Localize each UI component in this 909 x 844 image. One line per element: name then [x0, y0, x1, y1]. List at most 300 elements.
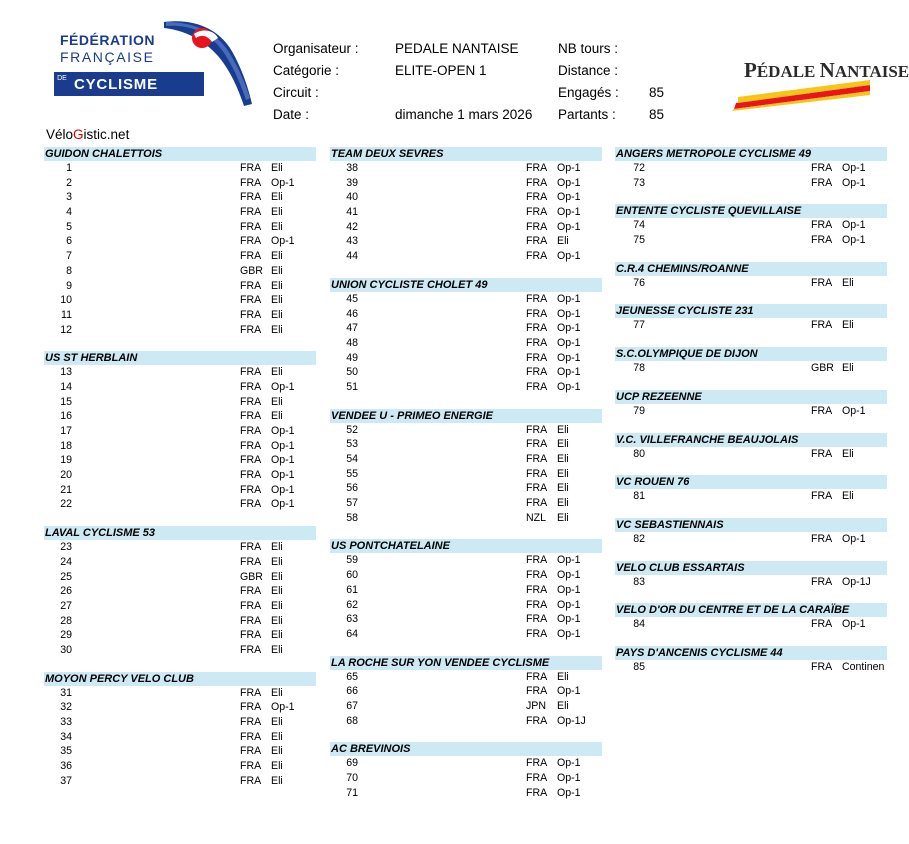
rider-category: Eli — [557, 423, 569, 436]
rider-category: Op-1 — [271, 235, 295, 248]
team-block — [615, 518, 887, 547]
rider-nationality: FRA — [811, 319, 833, 332]
rider-nationality: FRA — [526, 554, 548, 567]
rider-row — [330, 220, 602, 235]
column-3 — [615, 147, 887, 675]
rider-number: 63 — [346, 613, 358, 626]
rider-category: Eli — [557, 438, 569, 451]
rider-category: Eli — [557, 699, 569, 712]
rider-row — [330, 249, 602, 264]
rider-category: Op-1 — [271, 439, 295, 452]
rider-category: Op-1 — [557, 162, 581, 174]
rider-category: Eli — [271, 643, 283, 656]
rider-number: 10 — [60, 294, 72, 307]
team-name: GUIDON CHALETTOIS — [44, 147, 316, 161]
rider-number: 4 — [66, 206, 72, 219]
rider-number: 9 — [66, 279, 72, 292]
rider-category: Op-1 — [271, 380, 295, 393]
rider-number: 71 — [346, 786, 358, 799]
categorie-value: ELITE-OPEN 1 — [395, 63, 487, 78]
rider-nationality: FRA — [526, 598, 548, 611]
rider-number: 57 — [346, 497, 358, 510]
rider-nationality: FRA — [526, 176, 548, 189]
team-block — [330, 278, 602, 395]
rider-category: Op-1 — [271, 176, 295, 189]
rider-category: Op-1 — [557, 613, 581, 626]
rider-row — [615, 361, 887, 376]
rider-number: 51 — [346, 380, 358, 393]
rider-category: Eli — [271, 760, 283, 773]
rider-row — [44, 774, 316, 789]
rider-row — [615, 176, 887, 191]
rider-number: 21 — [60, 483, 72, 496]
nb-tours-label: NB tours : — [558, 41, 619, 56]
rider-number: 7 — [66, 250, 72, 263]
rider-category: Eli — [271, 250, 283, 263]
rider-nationality: FRA — [526, 191, 548, 204]
rider-number: 49 — [346, 351, 358, 364]
rider-category: Eli — [271, 264, 283, 277]
rider-category: Op-1 — [557, 307, 581, 320]
rider-row — [330, 161, 602, 176]
rider-nationality: FRA — [240, 279, 262, 292]
rider-row — [44, 220, 316, 235]
rider-category: Op-1 — [271, 498, 295, 511]
rider-row — [44, 395, 316, 410]
rider-row — [615, 575, 887, 590]
team-block — [615, 603, 887, 632]
rider-category: Op-1 — [557, 191, 581, 204]
rider-number: 12 — [60, 323, 72, 336]
rider-number: 61 — [346, 583, 358, 596]
team-block — [615, 433, 887, 462]
team-name: UNION CYCLISTE CHOLET 49 — [330, 278, 602, 292]
rider-nationality: FRA — [811, 162, 833, 174]
rider-row — [330, 714, 602, 729]
column-1 — [44, 147, 316, 788]
rider-number: 54 — [346, 453, 358, 465]
rider-row — [44, 161, 316, 176]
rider-category: Eli — [271, 294, 283, 307]
rider-nationality: FRA — [526, 366, 548, 379]
rider-row — [615, 532, 887, 547]
rider-row — [44, 715, 316, 730]
rider-nationality: FRA — [240, 162, 262, 174]
team-block — [615, 646, 887, 675]
rider-category: Eli — [271, 570, 283, 583]
team-name: MOYON PERCY VELO CLUB — [44, 672, 316, 686]
rider-row — [330, 452, 602, 467]
team-block — [330, 742, 602, 800]
rider-number: 31 — [60, 686, 72, 699]
rider-nationality: FRA — [526, 627, 548, 640]
team-block — [330, 147, 602, 264]
rider-number: 23 — [60, 541, 72, 554]
rider-row — [44, 584, 316, 599]
rider-nationality: FRA — [240, 483, 262, 496]
team-block — [330, 409, 602, 526]
rider-row — [330, 511, 602, 526]
rider-nationality: FRA — [811, 176, 833, 189]
rider-category: Op-1 — [271, 454, 295, 467]
rider-category: Eli — [271, 162, 283, 174]
team-block — [615, 204, 887, 247]
rider-number: 27 — [60, 599, 72, 612]
rider-row — [330, 786, 602, 801]
engages-label: Engagés : — [558, 85, 619, 100]
rider-nationality: FRA — [526, 162, 548, 174]
rider-nationality: FRA — [526, 772, 548, 784]
rider-row — [44, 365, 316, 380]
rider-nationality: GBR — [240, 570, 263, 583]
rider-category: Eli — [271, 366, 283, 379]
rider-number: 2 — [66, 176, 72, 189]
rider-row — [330, 496, 602, 511]
rider-nationality: FRA — [240, 643, 262, 656]
rider-number: 45 — [346, 292, 358, 305]
rider-category: Eli — [271, 220, 283, 233]
rider-nationality: FRA — [240, 294, 262, 307]
rider-nationality: FRA — [526, 322, 548, 335]
rider-number: 69 — [346, 757, 358, 770]
rider-nationality: FRA — [526, 467, 548, 480]
rider-category: Eli — [842, 362, 854, 375]
engages-value: 85 — [649, 85, 665, 100]
rider-nationality: FRA — [526, 453, 548, 465]
rider-row — [615, 161, 887, 176]
rider-nationality: FRA — [240, 701, 262, 714]
rider-nationality: FRA — [240, 425, 262, 437]
rider-category: Eli — [842, 319, 854, 332]
rider-row — [330, 176, 602, 191]
team-block — [615, 390, 887, 419]
rider-nationality: FRA — [526, 351, 548, 364]
rider-number: 46 — [346, 307, 358, 320]
rider-category: Op-1 — [557, 583, 581, 596]
rider-row — [330, 365, 602, 380]
rider-nationality: FRA — [240, 599, 262, 612]
rider-number: 1 — [66, 162, 72, 174]
rider-row — [44, 686, 316, 701]
rider-number: 17 — [60, 425, 72, 437]
rider-number: 78 — [633, 362, 645, 375]
rider-row — [44, 453, 316, 468]
rider-category: Eli — [271, 279, 283, 292]
rider-nationality: FRA — [240, 366, 262, 379]
rider-row — [44, 744, 316, 759]
site-label-prefix: Vélo — [46, 127, 74, 142]
rider-number: 82 — [633, 532, 645, 545]
rider-nationality: FRA — [811, 532, 833, 545]
rider-number: 40 — [346, 191, 358, 204]
rider-nationality: FRA — [526, 714, 548, 727]
rider-row — [44, 759, 316, 774]
rider-row — [615, 660, 887, 675]
rider-category: Op-1 — [557, 322, 581, 335]
rider-nationality: FRA — [811, 660, 833, 673]
team-block — [615, 561, 887, 590]
rider-row — [44, 540, 316, 555]
rider-row — [44, 497, 316, 512]
column-2 — [330, 147, 602, 800]
rider-row — [44, 468, 316, 483]
rider-category: Op-1 — [557, 250, 581, 263]
rider-number: 28 — [60, 614, 72, 627]
rider-nationality: FRA — [240, 745, 262, 758]
rider-row — [330, 553, 602, 568]
rider-category: Op-1 — [842, 219, 866, 232]
rider-nationality: FRA — [811, 575, 833, 588]
rider-category: Eli — [271, 614, 283, 627]
rider-category: Eli — [557, 482, 569, 495]
rider-category: Op-1 — [557, 351, 581, 364]
rider-category: Op-1 — [271, 469, 295, 482]
rider-number: 66 — [346, 685, 358, 698]
rider-row — [44, 599, 316, 614]
rider-category: Op-1 — [842, 404, 866, 417]
rider-number: 81 — [633, 490, 645, 503]
rider-category: Eli — [271, 730, 283, 743]
rider-number: 26 — [60, 585, 72, 598]
rider-row — [330, 583, 602, 598]
rider-nationality: FRA — [240, 730, 262, 743]
rider-number: 43 — [346, 235, 358, 248]
rider-row — [44, 293, 316, 308]
rider-category: Op-1J — [557, 714, 586, 727]
rider-number: 84 — [633, 618, 645, 631]
rider-category: Op-1 — [842, 162, 866, 174]
partants-value: 85 — [649, 107, 665, 122]
rider-nationality: FRA — [526, 569, 548, 582]
team-name: US ST HERBLAIN — [44, 351, 316, 365]
rider-category: Op-1 — [842, 234, 866, 247]
club-logo — [730, 55, 909, 115]
rider-nationality: FRA — [240, 220, 262, 233]
rider-category: Eli — [271, 323, 283, 336]
rider-row — [44, 483, 316, 498]
rider-nationality: FRA — [240, 410, 262, 423]
rider-number: 25 — [60, 570, 72, 583]
rider-category: Eli — [271, 541, 283, 554]
rider-nationality: FRA — [526, 786, 548, 799]
rider-category: Eli — [271, 716, 283, 728]
rider-row — [615, 489, 887, 504]
rider-number: 24 — [60, 555, 72, 568]
rider-row — [615, 233, 887, 248]
rider-number: 41 — [346, 206, 358, 219]
team-name: VC SEBASTIENNAIS — [615, 518, 887, 532]
rider-nationality: FRA — [526, 220, 548, 233]
rider-row — [615, 318, 887, 333]
rider-number: 32 — [60, 701, 72, 714]
organisateur-value: PEDALE NANTAISE — [395, 41, 519, 56]
rider-number: 56 — [346, 482, 358, 495]
rider-nationality: FRA — [526, 613, 548, 626]
team-name: AC BREVINOIS — [330, 742, 602, 756]
team-block — [615, 147, 887, 190]
rider-category: Op-1 — [842, 532, 866, 545]
rider-number: 53 — [346, 438, 358, 451]
rider-nationality: FRA — [240, 585, 262, 598]
distance-label: Distance : — [558, 63, 619, 78]
team-name: JEUNESSE CYCLISTE 231 — [615, 304, 887, 318]
team-name: S.C.OLYMPIQUE DE DIJON — [615, 347, 887, 361]
rider-nationality: FRA — [526, 438, 548, 451]
rider-number: 48 — [346, 336, 358, 349]
rider-nationality: FRA — [526, 685, 548, 698]
rider-category: Op-1 — [557, 336, 581, 349]
team-block — [44, 351, 316, 512]
rider-nationality: NZL — [526, 511, 547, 524]
rider-number: 35 — [60, 745, 72, 758]
rider-number: 74 — [633, 219, 645, 232]
rider-row — [330, 467, 602, 482]
team-name: ENTENTE CYCLISTE QUEVILLAISE — [615, 204, 887, 218]
rider-number: 15 — [60, 395, 72, 408]
team-block — [615, 262, 887, 291]
rider-category: Eli — [842, 276, 854, 289]
rider-number: 30 — [60, 643, 72, 656]
federation-logo-line3: CYCLISME — [74, 76, 158, 93]
federation-logo-line2: FRANÇAISE — [60, 49, 155, 65]
team-block — [44, 672, 316, 789]
rider-nationality: GBR — [240, 264, 263, 277]
rider-number: 85 — [633, 660, 645, 673]
rider-nationality: FRA — [240, 629, 262, 642]
site-label — [46, 127, 129, 142]
team-block — [615, 475, 887, 504]
rider-nationality: FRA — [240, 541, 262, 554]
rider-row — [330, 292, 602, 307]
rider-category: Eli — [557, 511, 569, 524]
rider-number: 3 — [66, 191, 72, 204]
date-label: Date : — [273, 107, 310, 122]
rider-category: Op-1 — [557, 569, 581, 582]
rider-nationality: FRA — [526, 336, 548, 349]
rider-nationality: FRA — [240, 380, 262, 393]
rider-category: Op-1J — [842, 575, 871, 588]
rider-category: Eli — [271, 410, 283, 423]
rider-category: Op-1 — [557, 554, 581, 567]
rider-row — [44, 279, 316, 294]
rider-row — [330, 598, 602, 613]
rider-nationality: FRA — [240, 774, 262, 787]
rider-row — [330, 321, 602, 336]
rider-category: Op-1 — [557, 206, 581, 219]
site-label-g: G — [73, 127, 84, 142]
rider-row — [44, 570, 316, 585]
rider-number: 19 — [60, 454, 72, 467]
rider-nationality: FRA — [811, 490, 833, 503]
rider-nationality: FRA — [811, 404, 833, 417]
rider-nationality: JPN — [526, 699, 547, 712]
rider-nationality: FRA — [526, 307, 548, 320]
rider-row — [330, 351, 602, 366]
rider-category: Eli — [271, 555, 283, 568]
rider-number: 47 — [346, 322, 358, 335]
rider-row — [330, 627, 602, 642]
rider-category: Continen — [842, 660, 885, 673]
rider-number: 65 — [346, 670, 358, 683]
rider-number: 13 — [60, 366, 72, 379]
rider-nationality: FRA — [526, 670, 548, 683]
rider-number: 72 — [633, 162, 645, 174]
rider-nationality: FRA — [240, 235, 262, 248]
categorie-label: Catégorie : — [273, 63, 340, 78]
rider-category: Op-1 — [271, 483, 295, 496]
rider-number: 55 — [346, 467, 358, 480]
rider-category: Op-1 — [557, 176, 581, 189]
rider-number: 70 — [346, 772, 358, 784]
rider-number: 77 — [633, 319, 645, 332]
rider-row — [330, 380, 602, 395]
rider-category: Op-1 — [557, 786, 581, 799]
rider-number: 34 — [60, 730, 72, 743]
rider-category: Op-1 — [557, 380, 581, 393]
rider-row — [44, 308, 316, 323]
rider-nationality: FRA — [811, 276, 833, 289]
rider-nationality: FRA — [811, 219, 833, 232]
rider-number: 37 — [60, 774, 72, 787]
rider-number: 75 — [633, 234, 645, 247]
rider-row — [330, 307, 602, 322]
team-name: LA ROCHE SUR YON VENDEE CYCLISME — [330, 656, 602, 670]
rider-category: Eli — [842, 447, 854, 460]
rider-category: Eli — [271, 629, 283, 642]
rider-nationality: FRA — [240, 716, 262, 728]
rider-nationality: FRA — [526, 380, 548, 393]
team-block — [44, 526, 316, 658]
rider-nationality: FRA — [240, 206, 262, 219]
team-name: PAYS D'ANCENIS CYCLISME 44 — [615, 646, 887, 660]
rider-row — [330, 670, 602, 685]
rider-number: 59 — [346, 554, 358, 567]
rider-nationality: FRA — [240, 308, 262, 321]
rider-row — [330, 190, 602, 205]
team-name: TEAM DEUX SEVRES — [330, 147, 602, 161]
rider-number: 52 — [346, 423, 358, 436]
rider-number: 64 — [346, 627, 358, 640]
rider-row — [330, 336, 602, 351]
rider-number: 50 — [346, 366, 358, 379]
team-block — [615, 347, 887, 376]
rider-nationality: FRA — [240, 191, 262, 204]
rider-category: Eli — [271, 206, 283, 219]
rider-nationality: GBR — [811, 362, 834, 375]
rider-category: Op-1 — [557, 292, 581, 305]
rider-row — [44, 614, 316, 629]
rider-category: Eli — [271, 774, 283, 787]
rider-row — [44, 439, 316, 454]
team-name: UCP REZEENNE — [615, 390, 887, 404]
rider-number: 80 — [633, 447, 645, 460]
club-logo-text: PÉDALE NANTAISE — [744, 58, 909, 82]
team-name: VC ROUEN 76 — [615, 475, 887, 489]
rider-number: 36 — [60, 760, 72, 773]
rider-number: 33 — [60, 716, 72, 728]
rider-number: 11 — [61, 308, 72, 321]
rider-nationality: FRA — [240, 469, 262, 482]
rider-row — [615, 404, 887, 419]
date-value: dimanche 1 mars 2026 — [395, 107, 533, 122]
rider-number: 22 — [60, 498, 72, 511]
rider-category: Eli — [271, 191, 283, 204]
team-name: ANGERS METROPOLE CYCLISME 49 — [615, 147, 887, 161]
rider-nationality: FRA — [240, 555, 262, 568]
rider-number: 16 — [60, 410, 72, 423]
rider-row — [44, 628, 316, 643]
rider-category: Eli — [557, 235, 569, 248]
